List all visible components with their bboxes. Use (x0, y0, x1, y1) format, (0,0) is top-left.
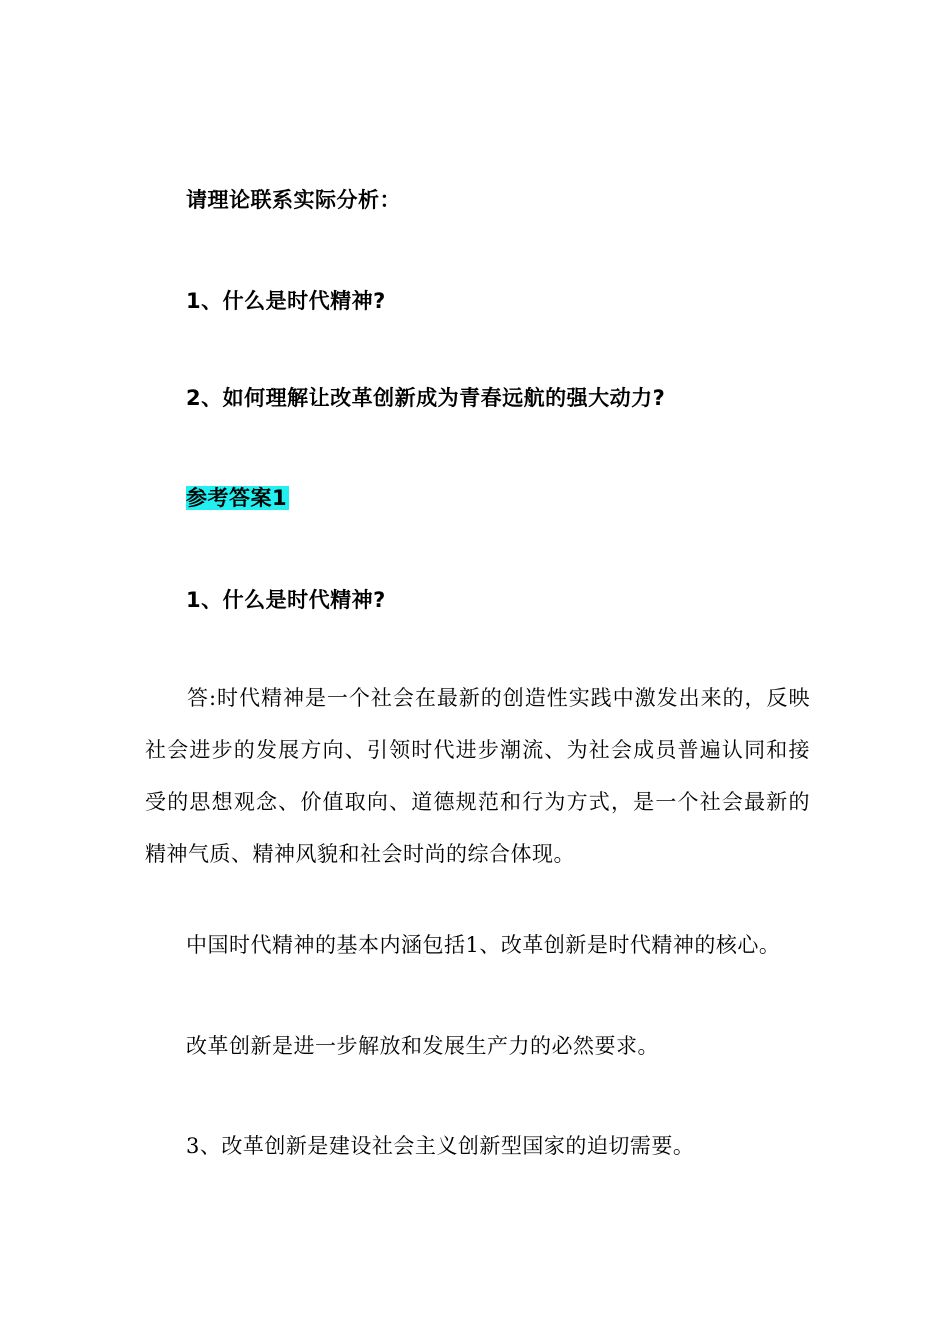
paragraph-innovation: 3、改革创新是建设社会主义创新型国家的迫切需要。 (186, 1134, 695, 1158)
paragraph-core: 中国时代精神的基本内涵包括1、改革创新是时代精神的核心。 (186, 933, 781, 957)
paragraph-productivity: 改革创新是进一步解放和发展生产力的必然要求。 (186, 1034, 659, 1058)
answer-heading-wrap (186, 484, 289, 512)
answer-q1-heading: 1、什么是时代精神? (186, 588, 386, 612)
question-1: 1、什么是时代精神? (186, 289, 386, 313)
answer-q1-body: 答:时代精神是一个社会在最新的创造性实践中激发出来的，反映社会进步的发展方向、引领时代进步潮流、为社会成员普遍认同和接受的思想观念、价值取向、道德规范和行为方式，是一个社会最新的精神气质、精神风貌和社会时尚的综合体现。 (145, 686, 810, 866)
answer-heading: 参考答案1 (186, 486, 288, 510)
question-2: 2、如何理解让改革创新成为青春远航的强大动力? (186, 386, 666, 410)
prompt-heading: 请理论联系实际分析： (186, 188, 401, 212)
